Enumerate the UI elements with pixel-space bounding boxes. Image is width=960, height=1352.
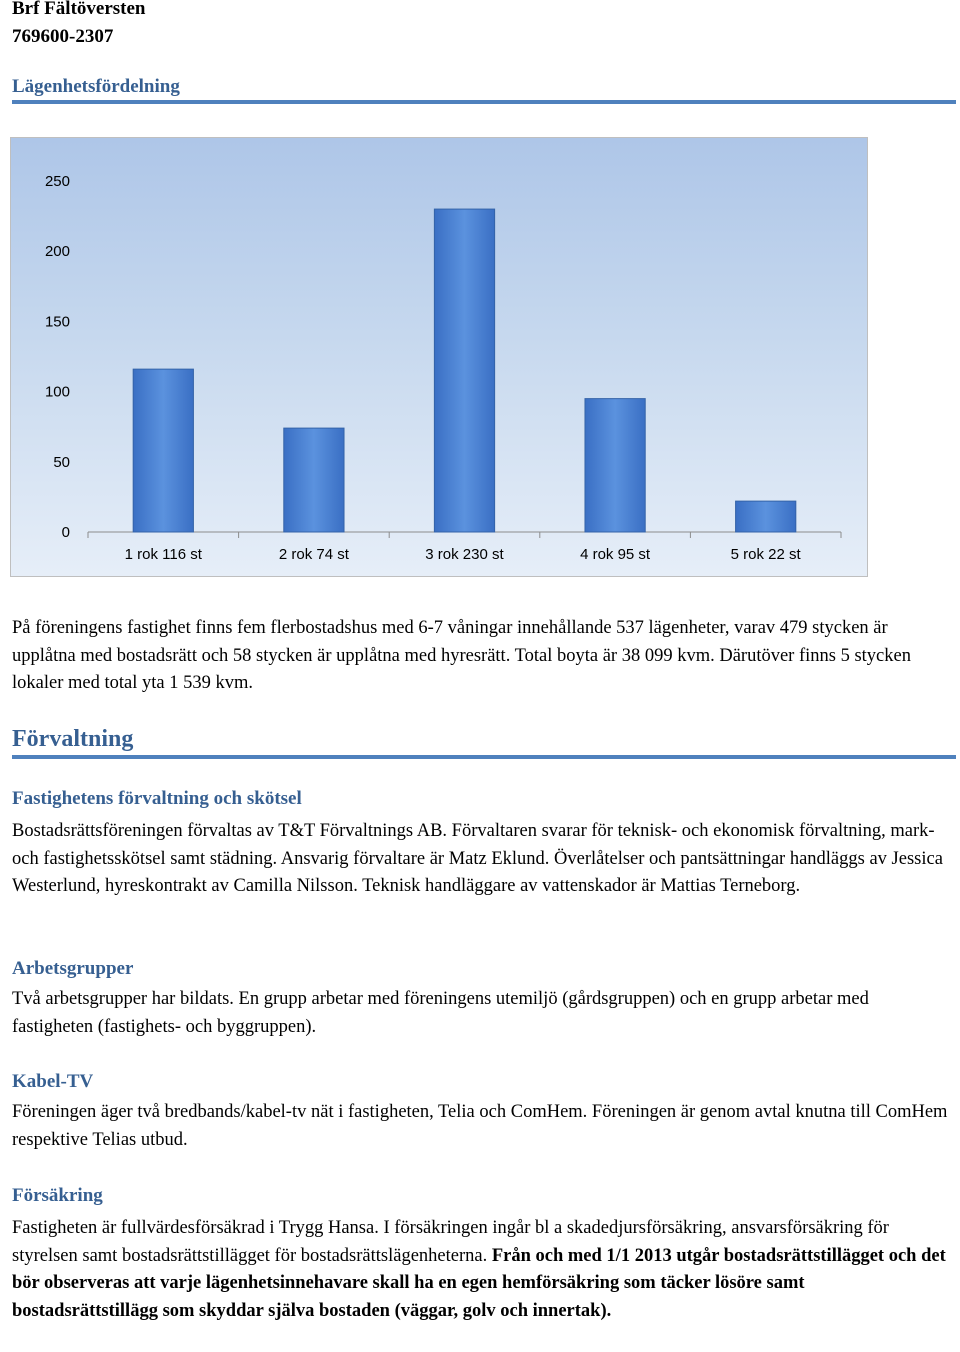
y-tick-label: 200 xyxy=(44,243,70,261)
heading-text: Lägenhetsfördelning xyxy=(12,76,180,97)
bar xyxy=(284,428,344,532)
insurance-paragraph xyxy=(12,1215,952,1325)
heading-text: Förvaltning xyxy=(12,726,134,752)
org-number: 769600-2307 xyxy=(12,26,114,47)
y-tick-label: 0 xyxy=(61,524,70,541)
y-tick-label: 50 xyxy=(53,453,70,471)
apartment-distribution-chart xyxy=(10,137,868,577)
bar xyxy=(585,399,645,532)
subheading-insurance: Försäkring xyxy=(12,1185,103,1206)
distribution-paragraph: På föreningens fastighet finns fem flerbostadshus med 6-7 våningar innehållande 537 lägenheter, varav 479 stycken är upplåtna med bostadsrätt och 58 stycken är upplåtna med hyresrätt. Total boyta är 38 099 kvm. Därutöver finns 5 stycken lokaler med total yta 1 539 kvm. xyxy=(12,618,911,694)
x-tick-label: 1 rok 116 st xyxy=(124,546,202,563)
subheading-property-management: Fastighetens förvaltning och skötsel xyxy=(12,788,302,809)
bar xyxy=(736,501,796,532)
y-tick-label: 100 xyxy=(44,383,70,401)
subheading-cable-tv: Kabel-TV xyxy=(12,1071,94,1092)
org-name: Brf Fältöversten xyxy=(12,0,146,19)
insurance-notice: Från och med 1/1 2013 utgår bostadsrättstillägget och det bör observeras att varje lägenhetsinnehavare skall ha en egen hemförsäkring som täcker lösöre samt bostadsrättstillägg som skyddar själva bostaden (väggar, golv och innertak). xyxy=(12,1245,946,1321)
y-tick-label: 150 xyxy=(44,313,70,331)
section-heading-distribution xyxy=(12,76,956,104)
cable-tv-paragraph: Föreningen äger två bredbands/kabel-tv nät i fastigheten, Telia och ComHem. Föreningen är genom avtal knutna till ComHem respektive Telias utbud. xyxy=(12,1102,948,1150)
bar-chart-svg xyxy=(11,138,867,576)
x-tick-label: 5 rok 22 st xyxy=(730,546,801,563)
x-tick-label: 3 rok 230 st xyxy=(425,546,504,563)
x-tick-label: 2 rok 74 st xyxy=(278,546,349,563)
management-paragraph: Bostadsrättsföreningen förvaltas av T&T Förvaltnings AB. Förvaltaren svarar för teknisk- och ekonomisk förvaltning, mark- och fastighetsskötsel samt städning. Ansvarig förvaltare är Matz Eklund. Överlåtelser och pantsättningar handläggs av Jessica Westerlund, hyreskontrakt av Camilla Nilsson. Teknisk handläggare av vattenskador är Mattias Terneborg. xyxy=(12,821,943,897)
y-tick-label: 250 xyxy=(44,173,70,190)
bar xyxy=(133,369,193,532)
section-heading-management xyxy=(12,724,956,759)
insurance-text: Fastigheten är fullvärdesförsäkrad i Trygg Hansa. I försäkringen ingår bl a skadedjursförsäkring, ansvarsförsäkring för styrelsen samt bostadsrättstillägget för bostadsrättslägenheterna. xyxy=(12,1218,889,1266)
working-groups-paragraph: Två arbetsgrupper har bildats. En grupp arbetar med föreningens utemiljö (gårdsgruppen) och en grupp arbetar med fastigheten (fastighets- och byggruppen). xyxy=(12,989,869,1037)
bar xyxy=(434,209,494,532)
x-tick-label: 4 rok 95 st xyxy=(580,546,651,563)
subheading-working-groups: Arbetsgrupper xyxy=(12,958,134,979)
